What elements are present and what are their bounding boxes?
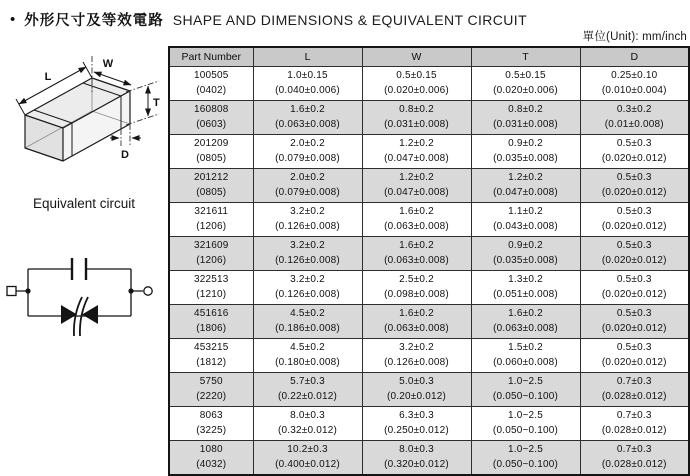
cell-d: 0.5±0.3 (0.020±0.012) [580,339,689,373]
left-terminal [7,287,16,296]
cell-part-number: 321609 (1206) [169,237,253,271]
cell-d: 0.3±0.2 (0.01±0.008) [580,101,689,135]
header-d: D [580,47,689,67]
cell-part-number: 201212 (0805) [169,169,253,203]
chip-shape-diagram [8,56,163,170]
cell-d: 0.7±0.3 (0.028±0.012) [580,373,689,407]
cell-l: 2.0±0.2 (0.079±0.008) [253,135,362,169]
cell-w: 1.2±0.2 (0.047±0.008) [362,169,471,203]
cell-part-number: 1080 (4032) [169,441,253,476]
header-t: T [471,47,580,67]
table-row [169,407,689,441]
dim-label-t: T [153,97,160,109]
cell-l: 1.6±0.2 (0.063±0.008) [253,101,362,135]
equivalent-circuit-caption: Equivalent circuit [32,196,136,211]
table-header-row [169,47,689,67]
cell-t: 0.9±0.2 (0.035±0.008) [471,237,580,271]
cell-l: 1.0±0.15 (0.040±0.006) [253,67,362,101]
table-row [169,101,689,135]
cell-w: 1.6±0.2 (0.063±0.008) [362,237,471,271]
cell-t: 1.5±0.2 (0.060±0.008) [471,339,580,373]
cell-t: 1.0~2.5 (0.050~0.100) [471,373,580,407]
cell-l: 5.7±0.3 (0.22±0.012) [253,373,362,407]
table-row [169,441,689,476]
left-junction-dot [25,288,30,293]
cell-d: 0.5±0.3 (0.020±0.012) [580,305,689,339]
cell-w: 3.2±0.2 (0.126±0.008) [362,339,471,373]
dimensions-table-body [169,67,689,476]
table-row [169,135,689,169]
table-row [169,373,689,407]
cell-w: 1.6±0.2 (0.063±0.008) [362,203,471,237]
cell-part-number: 5750 (2220) [169,373,253,407]
capacitor-symbol [72,258,86,280]
cell-l: 3.2±0.2 (0.126±0.008) [253,271,362,305]
header-part-number: Part Number [169,47,253,67]
title-bullet: • [10,10,16,28]
dim-label-w: W [102,58,114,70]
cell-w: 8.0±0.3 (0.320±0.012) [362,441,471,476]
cell-t: 1.2±0.2 (0.047±0.008) [471,169,580,203]
cell-part-number: 201209 (0805) [169,135,253,169]
cell-t: 0.5±0.15 (0.020±0.006) [471,67,580,101]
dim-label-d: D [121,149,129,161]
cell-d: 0.5±0.3 (0.020±0.012) [580,203,689,237]
cell-d: 0.5±0.3 (0.020±0.012) [580,169,689,203]
cell-t: 1.0~2.5 (0.050~0.100) [471,441,580,476]
right-terminal [144,287,152,295]
cell-d: 0.25±0.10 (0.010±0.004) [580,67,689,101]
page-title-english: SHAPE AND DIMENSIONS & EQUIVALENT CIRCUIT [172,11,528,28]
table-row [169,203,689,237]
cell-t: 1.3±0.2 (0.051±0.008) [471,271,580,305]
cell-part-number: 453215 (1812) [169,339,253,373]
cell-part-number: 322513 (1210) [169,271,253,305]
dimensions-table [168,46,690,476]
right-junction-dot [128,288,133,293]
cell-l: 3.2±0.2 (0.126±0.008) [253,237,362,271]
cell-l: 2.0±0.2 (0.079±0.008) [253,169,362,203]
table-row [169,169,689,203]
table-row [169,305,689,339]
cell-part-number: 451616 (1806) [169,305,253,339]
cell-w: 0.5±0.15 (0.020±0.006) [362,67,471,101]
cell-t: 1.6±0.2 (0.063±0.008) [471,305,580,339]
cell-w: 6.3±0.3 (0.250±0.012) [362,407,471,441]
cell-w: 1.2±0.2 (0.047±0.008) [362,135,471,169]
cell-part-number: 160808 (0603) [169,101,253,135]
table-row [169,339,689,373]
table-row [169,67,689,101]
cell-part-number: 100505 (0402) [169,67,253,101]
header-l: L [253,47,362,67]
cell-t: 1.1±0.2 (0.043±0.008) [471,203,580,237]
cell-part-number: 8063 (3225) [169,407,253,441]
header-w: W [362,47,471,67]
table-row [169,271,689,305]
cell-w: 1.6±0.2 (0.063±0.008) [362,305,471,339]
page-title-chinese: 外形尺寸及等效電路 [24,13,164,29]
cell-d: 0.5±0.3 (0.020±0.012) [580,271,689,305]
table-row [169,237,689,271]
cell-t: 0.8±0.2 (0.031±0.008) [471,101,580,135]
cell-t: 1.0~2.5 (0.050~0.100) [471,407,580,441]
cell-w: 2.5±0.2 (0.098±0.008) [362,271,471,305]
chip-body [25,78,130,161]
cell-w: 0.8±0.2 (0.031±0.008) [362,101,471,135]
cell-part-number: 321611 (1206) [169,203,253,237]
cell-d: 0.5±0.3 (0.020±0.012) [580,135,689,169]
cell-l: 4.5±0.2 (0.186±0.008) [253,305,362,339]
cell-d: 0.7±0.3 (0.028±0.012) [580,441,689,476]
cell-l: 4.5±0.2 (0.180±0.008) [253,339,362,373]
cell-l: 10.2±0.3 (0.400±0.012) [253,441,362,476]
cell-l: 8.0±0.3 (0.32±0.012) [253,407,362,441]
cell-d: 0.5±0.3 (0.020±0.012) [580,237,689,271]
cell-l: 3.2±0.2 (0.126±0.008) [253,203,362,237]
page-title [10,9,527,30]
dim-label-l: L [44,71,52,83]
unit-note: 單位(Unit): mm/inch [582,31,687,43]
cell-w: 5.0±0.3 (0.20±0.012) [362,373,471,407]
cell-t: 0.9±0.2 (0.035±0.008) [471,135,580,169]
equivalent-circuit-diagram [5,243,165,355]
cell-d: 0.7±0.3 (0.028±0.012) [580,407,689,441]
